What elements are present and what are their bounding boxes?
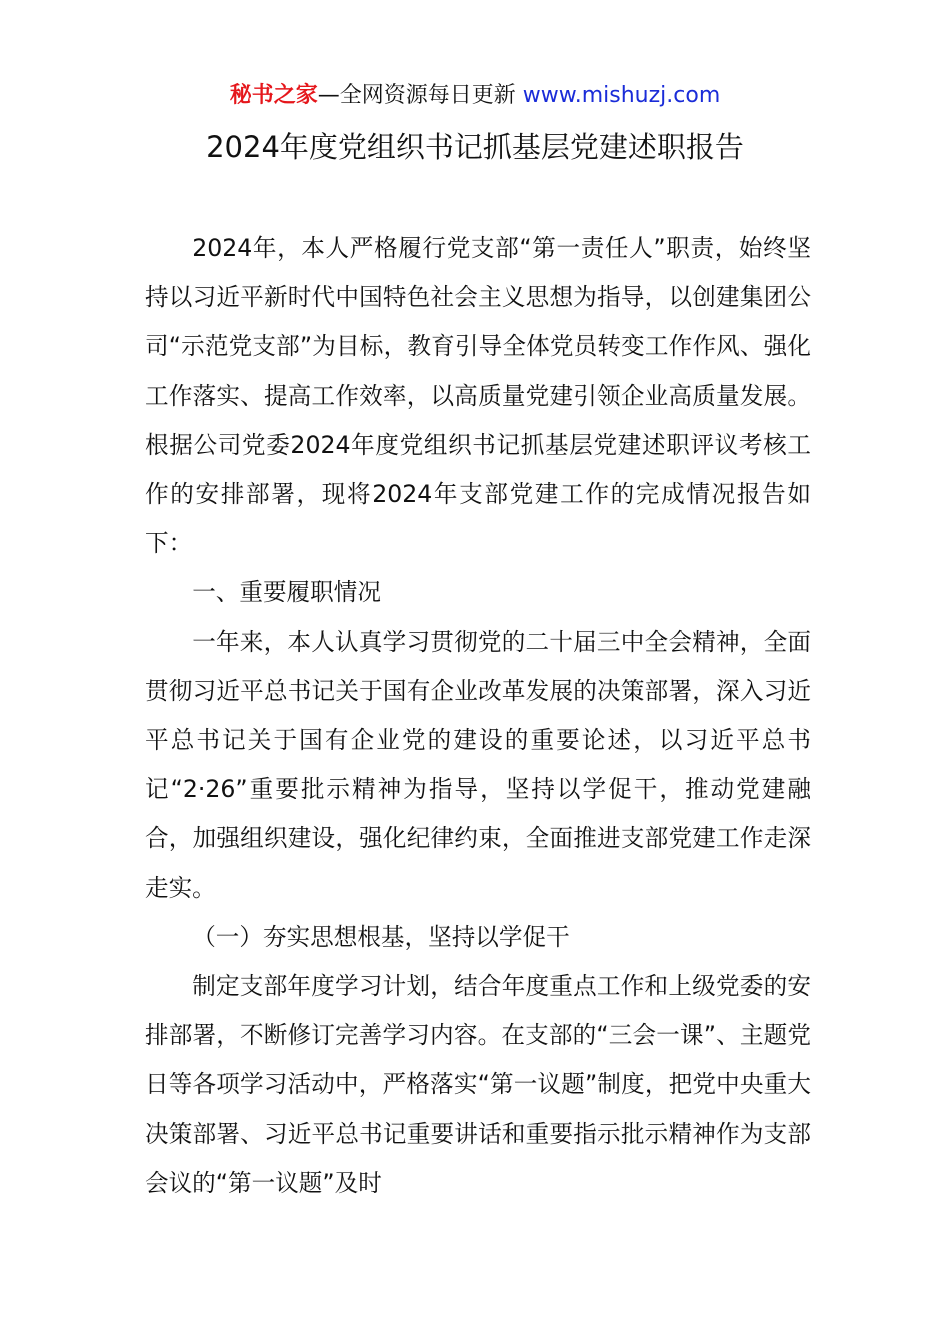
brand-name: 秘书之家	[229, 83, 318, 108]
site-url[interactable]: www.mishuzj.com	[522, 83, 721, 108]
document-title: 2024年度党组织书记抓基层党建述职报告	[206, 130, 744, 164]
document-body	[145, 224, 811, 1208]
site-header	[0, 80, 950, 112]
paragraph-intro: 2024年，本人严格履行党支部“第一责任人”职责，始终坚持以习近平新时代中国特色社会主义思想为指导，以创建集团公司“示范党支部”为目标，教育引导全体党员转变工作作风、强化工作落实、提高工作效率，以高质量党建引领企业高质量发展。根据公司党委2024年度党组织书记抓基层党建述职评议考核工作的安排部署，现将2024年支部党建工作的完成情况报告如下：	[145, 234, 811, 558]
paragraph-overview: 一年来，本人认真学习贯彻党的二十届三中全会精神，全面贯彻习近平总书记关于国有企业改革发展的决策部署，深入习近平总书记关于国有企业党的建设的重要论述，以习近平总书记“2·26”重要批示精神为指导，坚持以学促干，推动党建融合，加强组织建设，强化纪律约束，全面推进支部党建工作走深走实。	[145, 627, 811, 902]
section-heading-1: 一、重要履职情况	[192, 578, 381, 607]
paragraph-study-plan: 制定支部年度学习计划，结合年度重点工作和上级党委的安排部署，不断修订完善学习内容。在支部的“三会一课”、主题党日等各项学习活动中，严格落实“第一议题”制度，把党中央重大决策部署、习近平总书记重要讲话和重要指示批示精神作为支部会议的“第一议题”及时	[145, 972, 811, 1197]
header-tagline: —全网资源每日更新	[317, 83, 523, 108]
subsection-heading-1: （一）夯实思想根基，坚持以学促干	[192, 922, 570, 951]
